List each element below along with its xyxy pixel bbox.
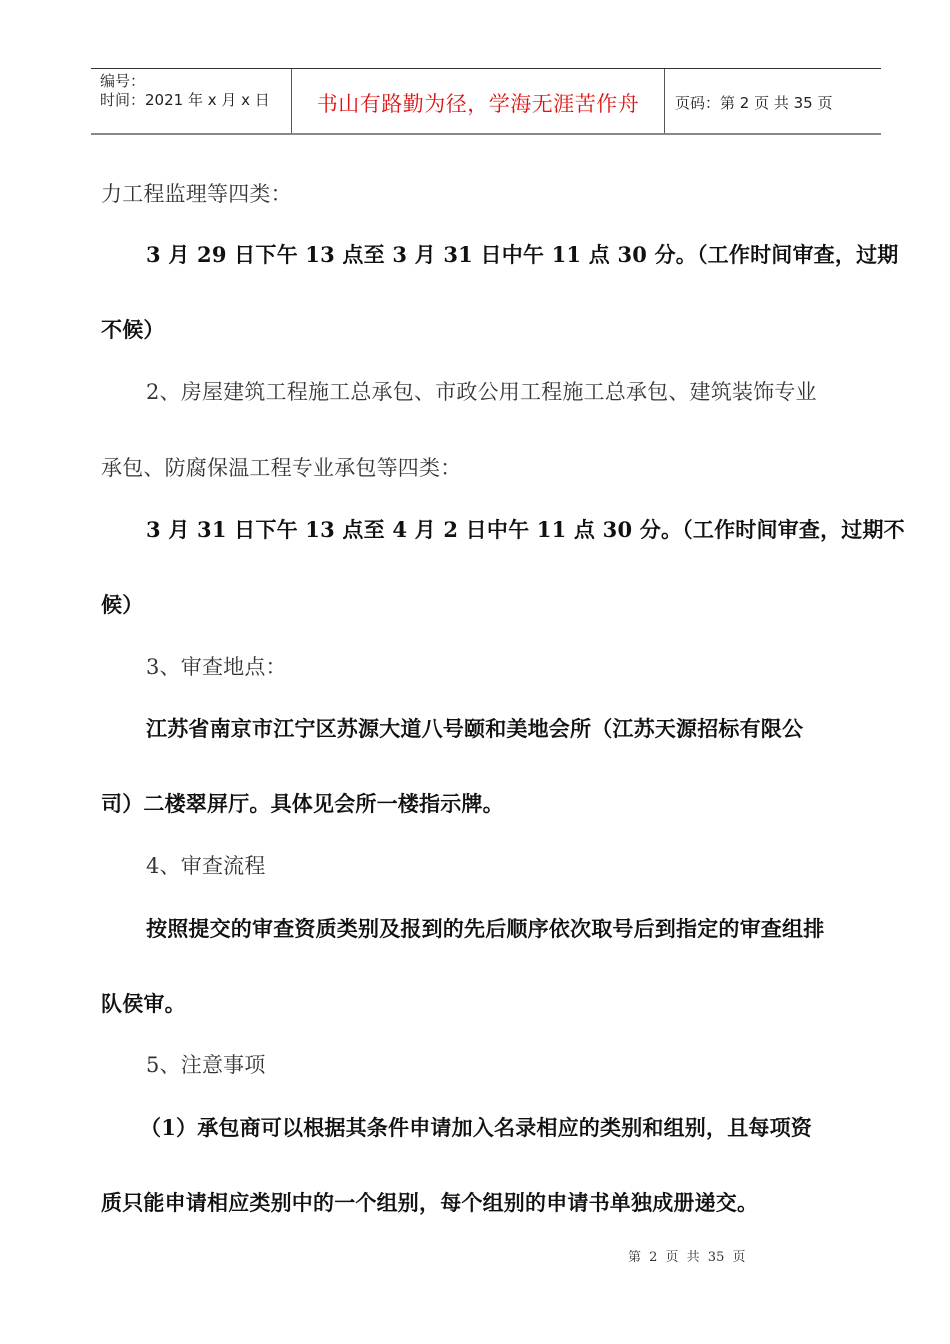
body-line: 3 月 29 日下午 13 点至 3 月 31 日中午 11 点 30 分。（工作时间审查，过期: [146, 242, 899, 267]
date-label: 时间：2021 年 x 月 x 日: [100, 91, 270, 109]
body-line: 司）二楼翠屏厅。具体见会所一楼指示牌。: [101, 791, 504, 816]
body-line: 力工程监理等四类：: [101, 182, 292, 206]
body-line: （1）承包商可以根据其条件申请加入名录相应的类别和组别，且每项资: [140, 1115, 813, 1140]
header-meta: [91, 69, 292, 133]
body-line: 2、房屋建筑工程施工总承包、市政公用工程施工总承包、建筑装饰专业: [146, 380, 817, 404]
body-line: 3、审查地点：: [146, 655, 287, 679]
body-line: 候）: [101, 592, 144, 617]
body-line: 5、注意事项: [146, 1053, 266, 1077]
body-line: 按照提交的审查资质类别及报到的先后顺序依次取号后到指定的审查组排: [146, 916, 825, 941]
serial-number-label: 编号：: [100, 72, 146, 90]
header-page-info: 页码：第 2 页 共 35 页: [675, 93, 833, 112]
body-line: 队侯审。: [101, 991, 186, 1016]
page-footer: 第 2 页 共 35 页: [628, 1250, 746, 1265]
body-line: 质只能申请相应类别中的一个组别，每个组别的申请书单独成册递交。: [101, 1190, 759, 1215]
page-header: [91, 68, 881, 135]
body-line: 江苏省南京市江宁区苏源大道八号颐和美地会所（江苏天源招标有限公: [146, 716, 804, 741]
body-line: 不候）: [101, 317, 165, 342]
body-line: 承包、防腐保温工程专业承包等四类：: [101, 456, 462, 480]
body-line: 3 月 31 日下午 13 点至 4 月 2 日中午 11 点 30 分。（工作时间审查，过期不: [146, 517, 905, 542]
body-line: 4、审查流程: [146, 854, 266, 878]
header-motto: 书山有路勤为径，学海无涯苦作舟: [292, 69, 665, 133]
